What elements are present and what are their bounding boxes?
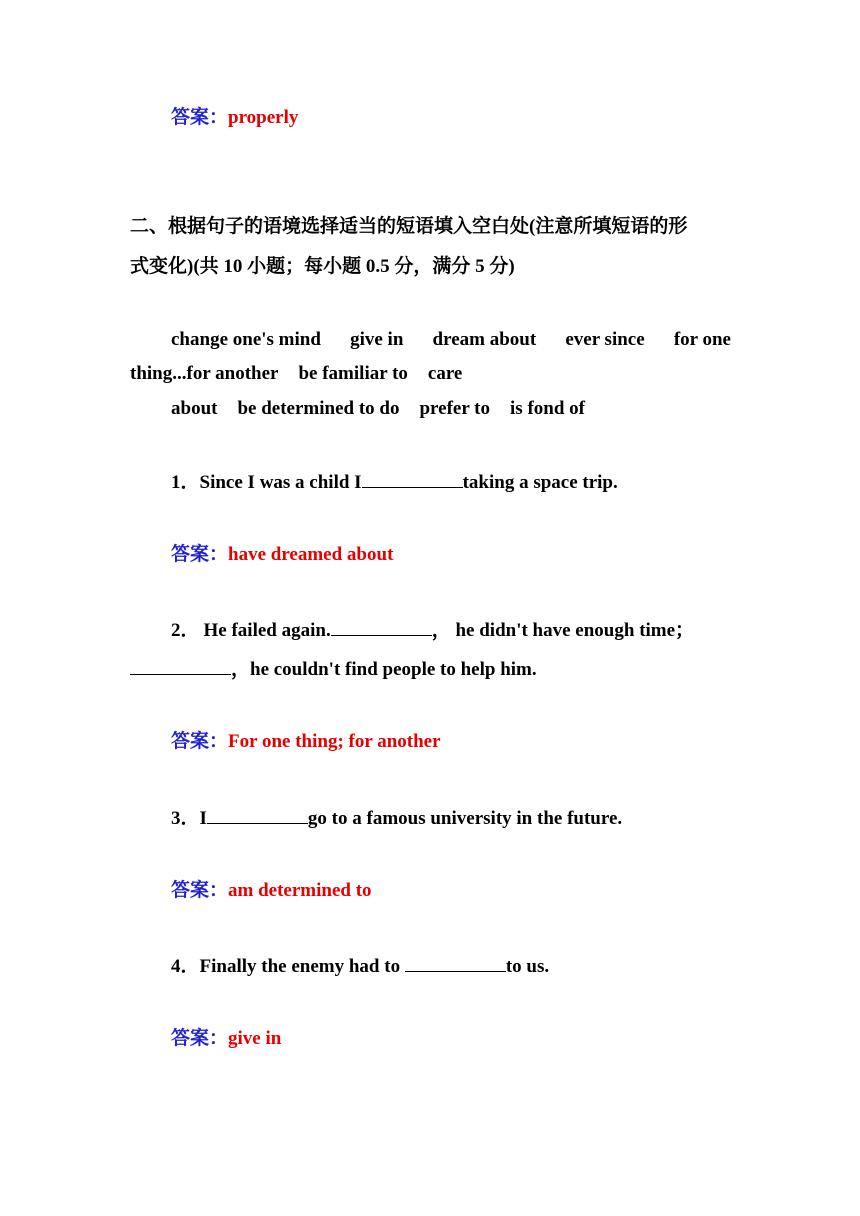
phrase-bank-line-1 [171,328,731,352]
section-title-line-2: 式变化)(共 10 小题；每小题 0.5 分，满分 5 分) [130,256,515,277]
answer-value: For one thing; for another [228,731,441,752]
answer-value: properly [228,107,299,128]
question-text: ，he couldn't find people to help him. [231,659,537,680]
question-number: 1． [171,472,200,493]
question-number: 3． [171,808,200,829]
answer-label: 答案： [171,107,229,128]
phrase: for one [673,329,731,350]
answer-label: 答案： [171,544,229,565]
phrase: be familiar to [298,363,408,384]
phrase: ever since [565,329,645,350]
question-text: to us. [505,956,550,977]
answer-line-4 [171,1027,281,1051]
answer-blank[interactable] [331,617,432,636]
phrase: give in [350,329,404,350]
question-text: ， he didn't have enough time； [431,620,695,641]
question-text: He failed again. [203,620,331,641]
phrase: is fond of [510,398,585,419]
answer-label: 答案： [171,731,229,752]
question-4 [171,953,549,979]
phrase: thing...for another [130,363,279,384]
phrase: care [427,363,463,384]
phrase: about [171,398,218,419]
answer-blank[interactable] [362,469,463,488]
answer-label: 答案： [171,880,229,901]
question-text: taking a space trip. [462,472,618,493]
section-title-line-1: 二、根据句子的语境选择适当的短语填入空白处(注意所填短语的形 [130,216,688,237]
question-text: I [199,808,207,829]
answer-blank[interactable] [207,805,308,824]
answer-label: 答案： [171,1028,229,1049]
answer-line-2 [171,730,441,754]
answer-blank[interactable] [405,953,506,972]
phrase: be determined to do [237,398,400,419]
phrase-bank-line-3 [171,397,585,421]
question-number: 2． [171,620,200,641]
phrase: change one's mind [171,329,321,350]
question-text: Finally the enemy had to [199,956,405,977]
phrase: dream about [432,329,537,350]
answer-value: have dreamed about [228,544,394,565]
answer-blank[interactable] [130,656,231,675]
question-number: 4． [171,956,200,977]
question-3 [171,805,622,831]
answer-value: am determined to [228,880,372,901]
question-text: Since I was a child I [199,472,362,493]
question-text: go to a famous university in the future. [307,808,623,829]
answer-line-0 [171,106,298,130]
question-1 [171,469,618,495]
phrase-bank-line-2 [130,362,462,386]
answer-line-1 [171,543,393,567]
question-2-line-1 [171,617,694,643]
question-2-line-2 [130,656,537,682]
answer-line-3 [171,879,372,903]
answer-value: give in [228,1028,282,1049]
phrase: prefer to [419,398,491,419]
